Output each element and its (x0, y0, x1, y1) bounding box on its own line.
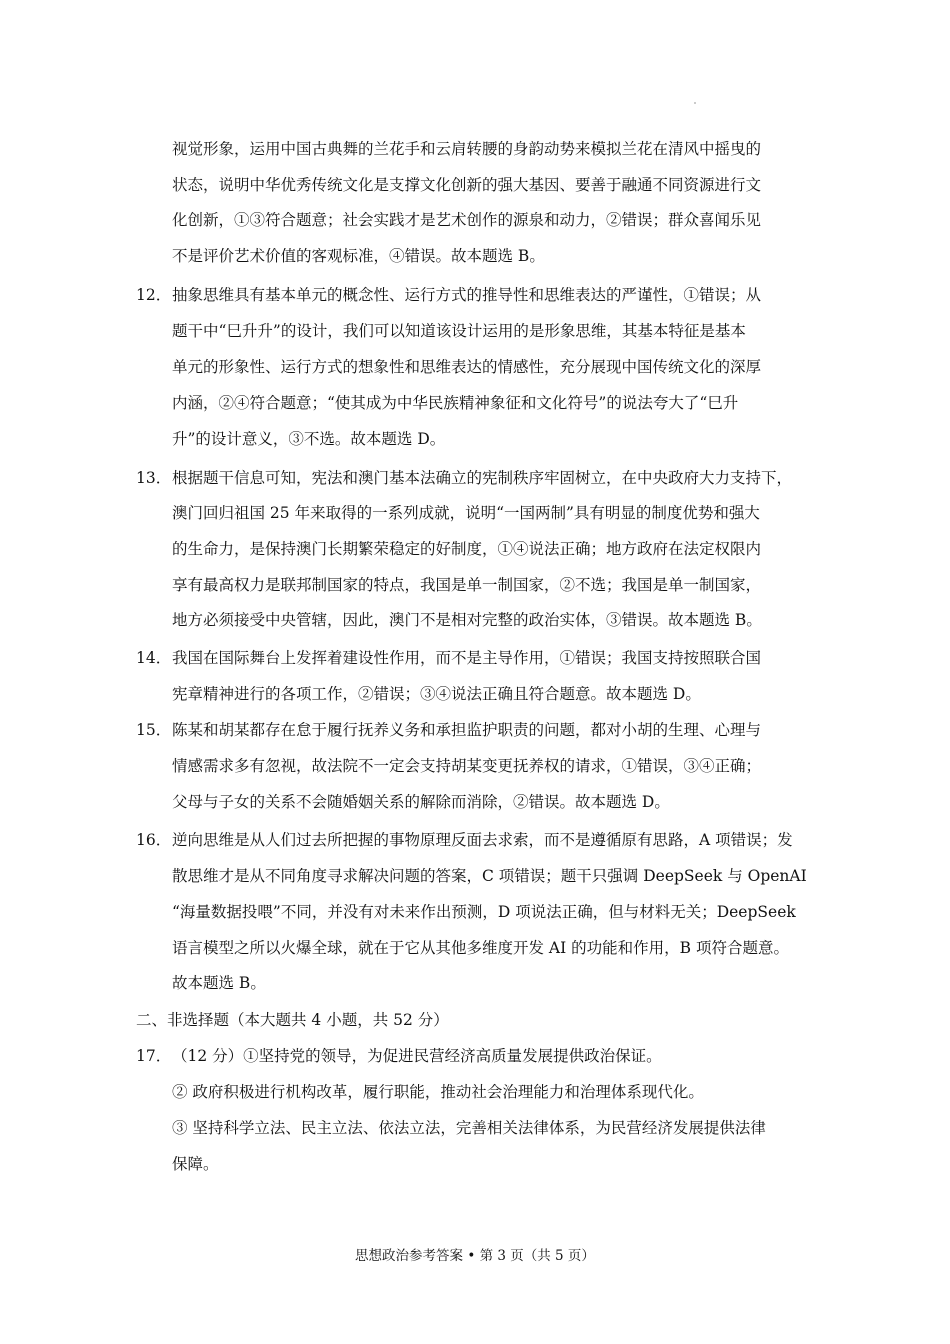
scan-speck (694, 102, 696, 104)
answer-11-line-4: 不是评价艺术价值的客观标准，④错误。故本题选 B。 (172, 247, 545, 265)
answer-12-number: 12． (136, 286, 172, 304)
answer-16-line-2: 散思维才是从不同角度寻求解决问题的答案，C 项错误；题干只强调 DeepSeek 与 OpenAI (172, 867, 807, 885)
answer-13-number: 13． (136, 469, 172, 487)
answer-17-line-4: 保障。 (172, 1155, 219, 1173)
answer-11-line-2: 状态，说明中华优秀传统文化是支撑文化创新的强大基因、要善于融通不同资源进行文 (172, 176, 762, 194)
answer-17-line-3: ③ 坚持科学立法、民主立法、依法立法，完善相关法律体系，为民营经济发展提供法律 (172, 1119, 766, 1137)
answer-12-line-1: 抽象思维具有基本单元的概念性、运行方式的推导性和思维表达的严谨性，①错误；从 (172, 286, 762, 304)
answer-17-line-2: ② 政府积极进行机构改革，履行职能，推动社会治理能力和治理体系现代化。 (172, 1083, 704, 1101)
answer-13-line-1: 根据题干信息可知，宪法和澳门基本法确立的宪制秩序牢固树立，在中央政府大力支持下， (172, 469, 793, 487)
answer-13-line-4: 享有最高权力是联邦制国家的特点，我国是单一制国家，②不选；我国是单一制国家， (172, 576, 762, 594)
answer-13-line-5: 地方必须接受中央管辖，因此，澳门不是相对完整的政治实体，③错误。故本题选 B。 (172, 611, 762, 629)
answer-12-line-2: 题干中“巳升升”的设计，我们可以知道该设计运用的是形象思维，其基本特征是基本 (172, 322, 746, 340)
answer-16-number: 16． (136, 831, 172, 849)
section-title: 二、非选择题（本大题共 4 小题，共 52 分） (136, 1011, 449, 1029)
answer-14-line-1: 我国在国际舞台上发挥着建设性作用，而不是主导作用，①错误；我国支持按照联合国 (172, 649, 762, 667)
answer-17-line-1: （12 分）①坚持党的领导，为促进民营经济高质量发展提供政治保证。 (172, 1047, 662, 1065)
answer-12-line-3: 单元的形象性、运行方式的想象性和思维表达的情感性，充分展现中国传统文化的深厚 (172, 358, 762, 376)
answer-12-line-4: 内涵，②④符合题意；“使其成为中华民族精神象征和文化符号”的说法夸大了“巳升 (172, 394, 739, 412)
answer-16-line-5: 故本题选 B。 (172, 974, 266, 992)
answer-16-line-3: “海量数据投喂”不同，并没有对未来作出预测，D 项说法正确，但与材料无关；DeepSeek (172, 903, 796, 921)
answer-14-line-2: 宪章精神进行的各项工作，②错误；③④说法正确且符合题意。故本题选 D。 (172, 685, 701, 703)
answer-12-line-5: 升”的设计意义，③不选。故本题选 D。 (172, 430, 446, 448)
answer-16-line-1: 逆向思维是从人们过去所把握的事物原理反面去求索，而不是遵循原有思路，A 项错误；发 (172, 831, 793, 849)
page-footer: 思想政治参考答案 • 第 3 页（共 5 页） (355, 1248, 595, 1264)
answer-15-line-3: 父母与子女的关系不会随婚姻关系的解除而消除，②错误。故本题选 D。 (172, 793, 670, 811)
answer-15-number: 15． (136, 721, 172, 739)
answer-13-line-2: 澳门回归祖国 25 年来取得的一系列成就，说明“一国两制”具有明显的制度优势和强大 (172, 504, 760, 522)
answer-17-number: 17． (136, 1047, 172, 1065)
answer-15-line-2: 情感需求多有忽视，故法院不一定会支持胡某变更抚养权的请求，①错误，③④正确； (172, 757, 762, 775)
answer-14-number: 14． (136, 649, 172, 667)
answer-11-line-1: 视觉形象，运用中国古典舞的兰花手和云肩转腰的身韵动势来模拟兰花在清风中摇曳的 (172, 140, 762, 158)
answer-11-line-3: 化创新，①③符合题意；社会实践才是艺术创作的源泉和动力，②错误；群众喜闻乐见 (172, 211, 762, 229)
answer-15-line-1: 陈某和胡某都存在怠于履行抚养义务和承担监护职责的问题，都对小胡的生理、心理与 (172, 721, 762, 739)
answer-13-line-3: 的生命力，是保持澳门长期繁荣稳定的好制度，①④说法正确；地方政府在法定权限内 (172, 540, 762, 558)
answer-16-line-4: 语言模型之所以火爆全球，就在于它从其他多维度开发 AI 的功能和作用，B 项符合题意。 (172, 939, 789, 957)
